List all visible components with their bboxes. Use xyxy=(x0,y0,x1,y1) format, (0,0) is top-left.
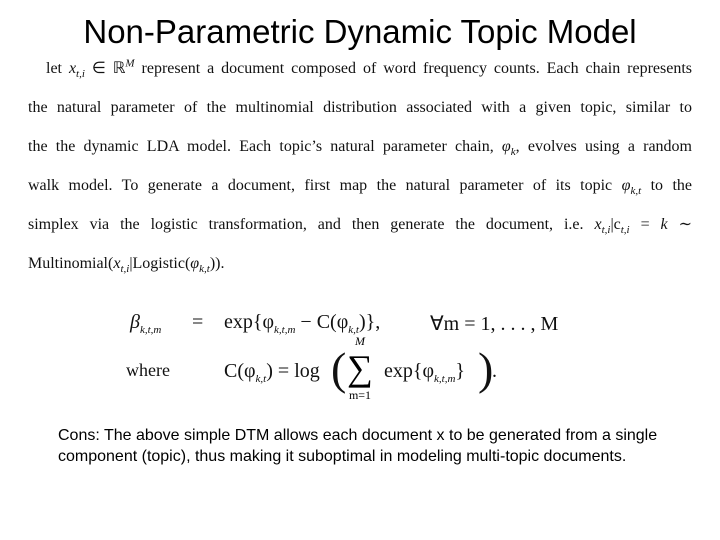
equation-2-term: $\exp\{\varphi_{k,t,m}\}$ xyxy=(384,360,466,385)
equation-2-period: . xyxy=(492,360,497,382)
paragraph-line-5: simplex via the logistic transformation, and then generate the document, i.e. $x_{t,i}|c_{t,i} = k$ ∼ xyxy=(28,216,693,237)
summation: M ∑ m=1 xyxy=(347,334,373,402)
paragraph-line-6: $Multinomial(x_{t,i}|Logistic(\varphi_{k,t}))$. xyxy=(28,255,225,276)
paragraph-line-3: the the dynamic LDA model. Each topic’s natural parameter chain, $\varphi_k$, evolves using a random xyxy=(28,138,693,159)
paragraph-line-4: walk model. To generate a document, first map the natural parameter of its topic $\varphi_{k,t}$ to the xyxy=(28,177,692,198)
right-paren: ) xyxy=(478,343,494,394)
paragraph-line-1: let $x_{t,i}$ ∈ ℝ$^M$ represent a document composed of word frequency counts. Each chain represents xyxy=(46,57,692,81)
paragraph-line-2: the natural parameter of the multinomial distribution associated with a given topic, similar to xyxy=(28,99,692,116)
equation-1-lhs: $\beta_{k,t,m}$ xyxy=(130,311,162,336)
cons-note: Cons: The above simple DTM allows each document x to be generated from a single component (topic), thus making it suboptimal in modeling multi-topic documents. xyxy=(58,427,658,465)
equation-1-rhs: $\exp\{\varphi_{k,t,m} - C(\varphi_{k,t})\}$, xyxy=(224,311,381,336)
slide-title: Non-Parametric Dynamic Topic Model xyxy=(83,13,637,50)
equation-2-where: where xyxy=(126,360,170,380)
equation-1-equals: = xyxy=(192,311,204,333)
model-description xyxy=(28,56,692,290)
left-paren: ( xyxy=(331,343,347,394)
equation-2-lhs: $C(\varphi_{k,t}) = \log$ xyxy=(224,360,320,385)
equation-1-forall: ∀m = 1, . . . , M xyxy=(430,313,559,335)
